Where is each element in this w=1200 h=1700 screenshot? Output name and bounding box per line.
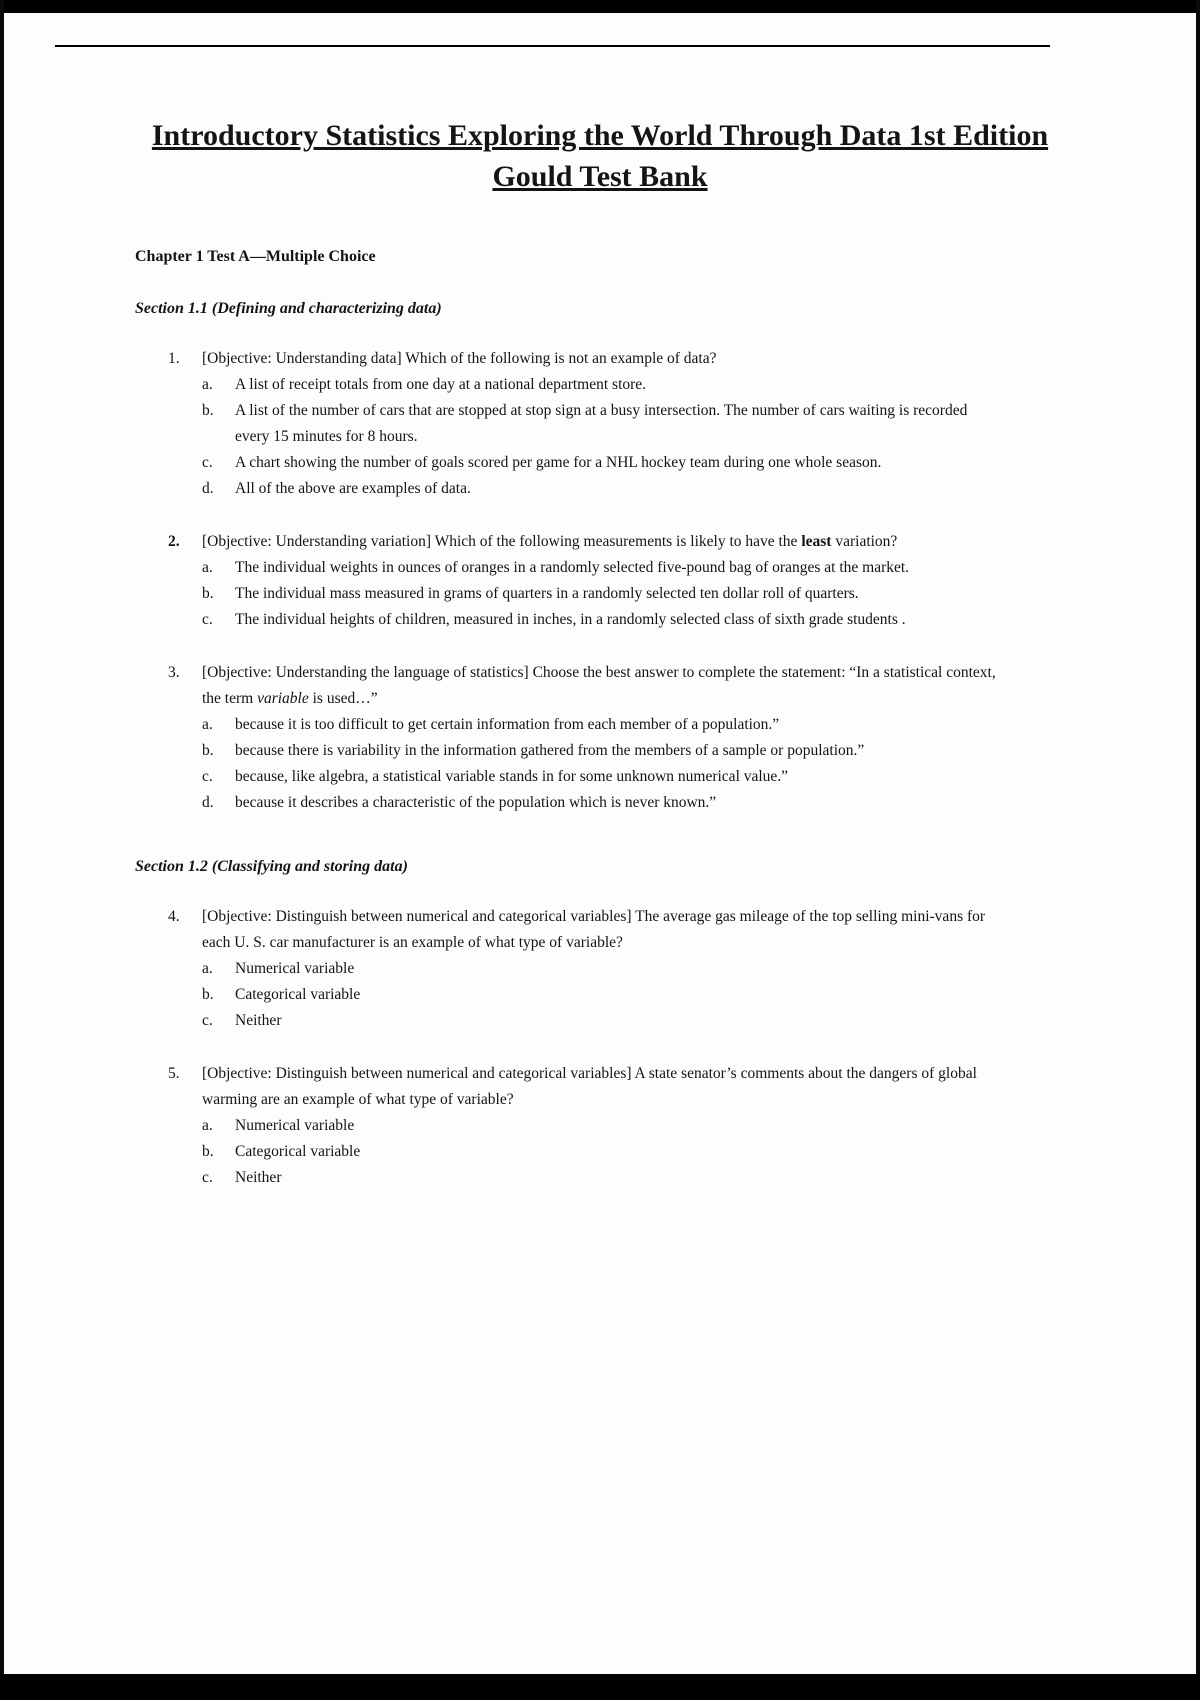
option-b — [202, 1139, 999, 1165]
question-number: 4. — [168, 907, 180, 925]
option-letter: b. — [202, 1142, 214, 1160]
option-letter: b. — [202, 401, 214, 419]
option-text: because it describes a characteristic of the population which is never known.” — [235, 793, 717, 811]
option-c — [202, 764, 999, 790]
question-stem: [Objective: Understanding the language of statistics] Choose the best answer to complete the statement: “In a statistical context, the term variable is used…” — [202, 663, 996, 707]
options-list — [202, 956, 999, 1034]
options-list — [202, 1113, 999, 1191]
question-stem: [Objective: Distinguish between numerical and categorical variables] The average gas mileage of the top selling mini-vans for each U. S. car manufacturer is an example of what type of variable? — [202, 907, 986, 951]
option-b — [202, 982, 999, 1008]
option-letter: b. — [202, 741, 214, 759]
option-text: because it is too difficult to get certain information from each member of a population.” — [235, 715, 780, 733]
option-letter: a. — [202, 1116, 213, 1134]
option-a — [202, 372, 999, 398]
title-line-1: Introductory Statistics Exploring the World Through Data 1st Edition — [151, 119, 1049, 152]
option-text: A list of the number of cars that are stopped at stop sign at a busy intersection. The number of cars waiting is recorded every 15 minutes for 8 hours. — [235, 401, 968, 445]
option-letter: c. — [202, 610, 213, 628]
document-title — [0, 0, 1200, 198]
question-body — [202, 660, 999, 816]
option-text: The individual mass measured in grams of quarters in a randomly selected ten dollar roll of quarters. — [235, 584, 859, 602]
options-list — [202, 712, 999, 816]
question-body — [202, 346, 999, 502]
option-d — [202, 476, 999, 502]
option-letter: b. — [202, 985, 214, 1003]
option-letter: a. — [202, 715, 213, 733]
option-letter: c. — [202, 453, 213, 471]
option-text: Numerical variable — [235, 959, 355, 977]
question-5 — [135, 1061, 1042, 1191]
question-3 — [135, 660, 1042, 816]
section-heading-1-1: Section 1.1 (Defining and characterizing data) — [135, 299, 442, 317]
option-text: A chart showing the number of goals scored per game for a NHL hockey team during one whole season. — [235, 453, 882, 471]
question-4 — [135, 904, 1042, 1034]
option-a — [202, 956, 999, 982]
chapter-heading: Chapter 1 Test A—Multiple Choice — [135, 247, 376, 265]
option-text: Categorical variable — [235, 985, 361, 1003]
header-rule — [55, 45, 1050, 47]
question-number: 3. — [168, 663, 180, 681]
question-number: 2. — [168, 532, 180, 550]
option-c — [202, 450, 999, 476]
scan-border-top — [0, 0, 1200, 13]
option-text: Categorical variable — [235, 1142, 361, 1160]
scan-border-left — [0, 0, 4, 1700]
question-1 — [135, 346, 1042, 502]
option-letter: a. — [202, 959, 213, 977]
option-d — [202, 790, 999, 816]
question-stem: [Objective: Understanding data] Which of the following is not an example of data? — [202, 349, 717, 367]
option-text: because, like algebra, a statistical variable stands in for some unknown numerical value.” — [235, 767, 789, 785]
option-c — [202, 1008, 999, 1034]
option-letter: c. — [202, 1011, 213, 1029]
question-body — [202, 1061, 999, 1191]
option-a — [202, 555, 999, 581]
question-2 — [135, 529, 1042, 633]
option-text: A list of receipt totals from one day at a national department store. — [235, 375, 647, 393]
option-b — [202, 581, 999, 607]
scan-border-right — [1196, 0, 1200, 1700]
question-number: 5. — [168, 1064, 180, 1082]
question-body — [202, 904, 999, 1034]
question-stem: [Objective: Understanding variation] Which of the following measurements is likely to have the least variation? — [202, 532, 898, 550]
option-c — [202, 607, 999, 633]
question-body — [202, 529, 999, 633]
option-letter: a. — [202, 558, 213, 576]
options-list — [202, 555, 999, 633]
stem-bold-word: least — [801, 532, 832, 550]
option-letter: a. — [202, 375, 213, 393]
option-letter: b. — [202, 584, 214, 602]
question-stem: [Objective: Distinguish between numerical and categorical variables] A state senator’s comments about the dangers of global warming are an example of what type of variable? — [202, 1064, 977, 1108]
scan-border-bottom — [0, 1674, 1200, 1700]
option-letter: d. — [202, 479, 214, 497]
option-text: The individual weights in ounces of oranges in a randomly selected five-pound bag of oranges at the market. — [235, 558, 910, 576]
option-text: Neither — [235, 1011, 282, 1029]
option-c — [202, 1165, 999, 1191]
option-a — [202, 1113, 999, 1139]
option-text: because there is variability in the information gathered from the members of a sample or population.” — [235, 741, 865, 759]
question-number: 1. — [168, 349, 180, 367]
option-a — [202, 712, 999, 738]
section-heading-1-2: Section 1.2 (Classifying and storing data) — [135, 857, 408, 875]
option-text: Neither — [235, 1168, 282, 1186]
document-body — [0, 198, 1200, 1191]
option-text: All of the above are examples of data. — [235, 479, 471, 497]
option-letter: d. — [202, 793, 214, 811]
option-text: The individual heights of children, measured in inches, in a randomly selected class of sixth grade students . — [235, 610, 906, 628]
option-b — [202, 738, 999, 764]
option-b — [202, 398, 999, 450]
options-list — [202, 372, 999, 502]
option-letter: c. — [202, 767, 213, 785]
title-line-2: Gould Test Bank — [492, 160, 708, 194]
option-text: Numerical variable — [235, 1116, 355, 1134]
option-letter: c. — [202, 1168, 213, 1186]
stem-italic-word: variable — [257, 689, 309, 707]
